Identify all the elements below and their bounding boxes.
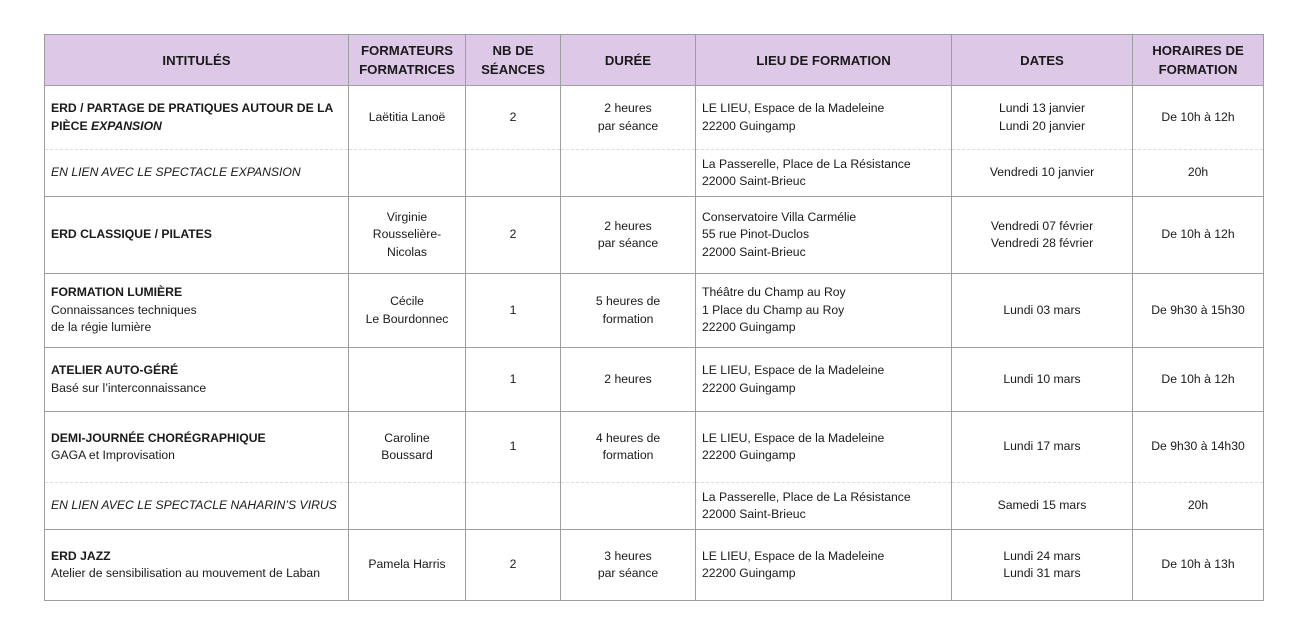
cell-horaires: De 9h30 à 15h30 — [1133, 274, 1264, 348]
cell-nb-seances: 2 — [466, 530, 561, 601]
header-formateurs: FORMATEURS FORMATRICES — [349, 35, 466, 86]
cell-lieu: LE LIEU, Espace de la Madeleine 22200 Guingamp — [696, 86, 952, 150]
cell-formateurs: Pamela Harris — [349, 530, 466, 601]
table-row — [45, 348, 1264, 412]
cell-horaires: De 10h à 12h — [1133, 197, 1264, 274]
cell-formateurs — [349, 348, 466, 412]
cell-intitule: EN LIEN AVEC LE SPECTACLE EXPANSION — [45, 150, 349, 197]
cell-duree: 2 heures — [561, 348, 696, 412]
cell-dates: Vendredi 10 janvier — [952, 150, 1133, 197]
cell-dates: Vendredi 07 février Vendredi 28 février — [952, 197, 1133, 274]
cell-formateurs — [349, 150, 466, 197]
table-row — [45, 274, 1264, 348]
cell-dates: Samedi 15 mars — [952, 483, 1133, 530]
table-row — [45, 412, 1264, 483]
cell-nb-seances — [466, 483, 561, 530]
header-dates: DATES — [952, 35, 1133, 86]
cell-intitule: DEMI-JOURNÉE CHORÉGRAPHIQUE GAGA et Improvisation — [45, 412, 349, 483]
table-body — [45, 86, 1264, 601]
cell-formateurs: Virginie Rousselière- Nicolas — [349, 197, 466, 274]
header-horaires: HORAIRES DE FORMATION — [1133, 35, 1264, 86]
cell-nb-seances: 2 — [466, 86, 561, 150]
table-header — [45, 35, 1264, 86]
cell-nb-seances: 1 — [466, 274, 561, 348]
header-lieu: LIEU DE FORMATION — [696, 35, 952, 86]
table-row — [45, 483, 1264, 530]
cell-intitule: ERD CLASSIQUE / PILATES — [45, 197, 349, 274]
cell-lieu: LE LIEU, Espace de la Madeleine 22200 Guingamp — [696, 348, 952, 412]
cell-duree: 5 heures de formation — [561, 274, 696, 348]
table-row — [45, 86, 1264, 150]
cell-horaires: De 10h à 12h — [1133, 86, 1264, 150]
cell-horaires: De 9h30 à 14h30 — [1133, 412, 1264, 483]
cell-intitule: FORMATION LUMIÈRE Connaissances techniques de la régie lumière — [45, 274, 349, 348]
cell-lieu: LE LIEU, Espace de la Madeleine 22200 Guingamp — [696, 530, 952, 601]
cell-nb-seances: 1 — [466, 412, 561, 483]
cell-dates: Lundi 10 mars — [952, 348, 1133, 412]
cell-duree — [561, 483, 696, 530]
cell-intitule: ERD / PARTAGE DE PRATIQUES AUTOUR DE LA PIÈCE EXPANSION — [45, 86, 349, 150]
header-row — [45, 35, 1264, 86]
table-row — [45, 197, 1264, 274]
cell-lieu: La Passerelle, Place de La Résistance 22000 Saint-Brieuc — [696, 483, 952, 530]
cell-formateurs: Laëtitia Lanoë — [349, 86, 466, 150]
cell-dates: Lundi 17 mars — [952, 412, 1133, 483]
cell-nb-seances: 1 — [466, 348, 561, 412]
cell-duree: 3 heures par séance — [561, 530, 696, 601]
cell-duree: 4 heures de formation — [561, 412, 696, 483]
cell-formateurs: Cécile Le Bourdonnec — [349, 274, 466, 348]
cell-intitule: ERD JAZZ Atelier de sensibilisation au mouvement de Laban — [45, 530, 349, 601]
cell-horaires: De 10h à 13h — [1133, 530, 1264, 601]
cell-duree: 2 heures par séance — [561, 86, 696, 150]
cell-nb-seances — [466, 150, 561, 197]
cell-duree: 2 heures par séance — [561, 197, 696, 274]
cell-dates: Lundi 03 mars — [952, 274, 1133, 348]
cell-lieu: LE LIEU, Espace de la Madeleine 22200 Guingamp — [696, 412, 952, 483]
header-duree: DURÉE — [561, 35, 696, 86]
header-nb-seances: NB DE SÉANCES — [466, 35, 561, 86]
cell-horaires: 20h — [1133, 483, 1264, 530]
cell-lieu: La Passerelle, Place de La Résistance 22000 Saint-Brieuc — [696, 150, 952, 197]
table-row — [45, 530, 1264, 601]
table-row — [45, 150, 1264, 197]
cell-formateurs — [349, 483, 466, 530]
cell-nb-seances: 2 — [466, 197, 561, 274]
cell-dates: Lundi 13 janvier Lundi 20 janvier — [952, 86, 1133, 150]
cell-dates: Lundi 24 mars Lundi 31 mars — [952, 530, 1133, 601]
cell-lieu: Théâtre du Champ au Roy 1 Place du Champ au Roy 22200 Guingamp — [696, 274, 952, 348]
cell-horaires: 20h — [1133, 150, 1264, 197]
cell-formateurs: Caroline Boussard — [349, 412, 466, 483]
cell-horaires: De 10h à 12h — [1133, 348, 1264, 412]
cell-intitule: ATELIER AUTO-GÉRÉ Basé sur l’interconnaissance — [45, 348, 349, 412]
cell-duree — [561, 150, 696, 197]
formations-table — [44, 34, 1264, 601]
cell-intitule: EN LIEN AVEC LE SPECTACLE NAHARIN’S VIRUS — [45, 483, 349, 530]
header-intitules: INTITULÉS — [45, 35, 349, 86]
cell-lieu: Conservatoire Villa Carmélie 55 rue Pinot-Duclos 22000 Saint-Brieuc — [696, 197, 952, 274]
